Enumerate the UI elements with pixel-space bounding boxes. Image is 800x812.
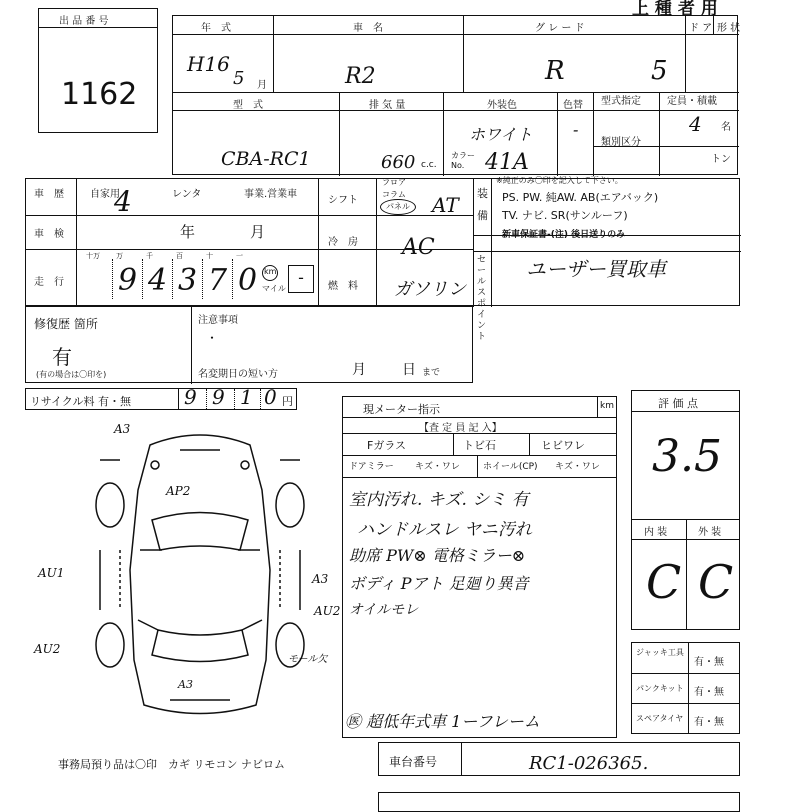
equipment-line2: TV. ナビ. SR(サンルーフ) [502,209,628,222]
expiry-month: 月 [352,362,366,378]
recycle-row [25,385,297,410]
shift-label: シフト [328,195,358,206]
inspection-note: オイルモレ [349,602,419,618]
repair-value: 有 [52,345,72,369]
inspection-year: 年 [180,223,196,241]
capacity-unit: 名 [721,122,731,133]
meter-unit: km [600,401,614,411]
paint-value: - [573,120,579,139]
lot-number-box [38,8,158,133]
chassis-row [378,742,740,776]
category-label: 類別区分 [601,137,641,148]
grade-label: グ レ ー ド [535,23,585,34]
exterior-value: C [698,555,734,609]
recycle-digit: 9 [184,385,197,409]
diagram-label: A3 [312,572,329,586]
meter-label: 現メーター指示 [363,403,440,416]
repair-note: (有の場合は〇印を) [36,370,107,379]
name-value: R2 [345,64,376,89]
recycle-digit: 1 [240,385,253,409]
name-label: 車 名 [353,23,383,34]
diagram-label: AP2 [166,484,191,498]
expiry-day: 日 [402,362,416,378]
expiry-suffix: まで [422,368,441,378]
displacement-unit: c.c. [421,160,437,170]
month-unit: 月 [257,80,267,91]
repair-label: 修復歴 箇所 [34,317,98,331]
rear-window [152,630,248,662]
shift-value: AT [432,193,459,217]
diagram-label: A3 [178,678,193,691]
doors-value: 5 [651,56,668,86]
inspection-note: ハンドルスレ ヤニ汚れ [357,520,532,540]
aircon-label: 冷 房 [328,237,358,248]
recycle-label: リサイクル料 有・無 [30,395,131,408]
model-label: 型 式 [233,100,263,111]
car-outline [130,435,270,714]
shift-option-floor: フロア [382,178,406,187]
vehicle-table [172,15,741,175]
chassis-label: 車台番号 [389,755,438,769]
mileage-units: 十万 万 千 百 十 一 [86,252,243,260]
lot-number-label: 出 品 番 号 [59,16,109,27]
equipment-line1: PS. PW. 純AW. AB(エアバック) [502,191,659,204]
displacement-value: 660 [381,152,416,173]
mileage-label: 走 行 [34,277,64,288]
displacement-label: 排 気 量 [369,100,406,111]
color-no-label: カラー No. [451,151,475,170]
history-label: 車 歴 [34,189,64,200]
wheel-rear-left [96,623,124,667]
history-option-rental: レンタ [172,189,202,200]
tons-unit: トン [711,154,731,165]
recycle-unit: 円 [282,395,293,408]
wheel-label: ホイール(CP) [483,462,538,472]
inspection-footer-note: ㊩ 超低年式車 1ーフレーム [345,712,540,731]
score-value: 3.5 [652,431,722,482]
inspection-label: 車 検 [34,229,64,240]
score-label: 評 価 点 [658,397,698,410]
sales-point-label: セールスポイント [477,255,487,342]
sales-point-value: ユーザー買取車 [526,257,666,281]
fuel-label: 燃 料 [328,281,358,292]
tool-label: ジャッキ工具 [636,648,684,657]
color-no-value: 41A [485,150,529,175]
mileage-digit: 7 [208,263,228,298]
equipment-note: ※純正のみ〇印を記入して下さい。 [496,176,623,185]
repair-table [25,306,473,383]
diagram-label: モール欠 [288,654,328,665]
chassis-value: RC1-026365. [529,753,649,774]
tool-value: 有・無 [694,717,724,728]
shift-option-panel: パネル [386,202,410,211]
owner-label: 上 種 者 用 [632,0,718,19]
mirror-value: キズ・ワレ [415,462,460,472]
history-handwritten: 4 [114,185,132,218]
glass-option-chip: トビ石 [463,439,496,452]
mileage-digit: 9 [118,263,138,298]
year-value: H16 [187,52,230,76]
equipment-line3: 新車保証書-(注) 後日送りのみ [502,230,626,240]
tool-label: スペアタイヤ [636,714,684,723]
model-value: CBA-RC1 [221,148,311,170]
caution-label: 注意事項 [198,315,238,326]
office-note: 事務局預り品は〇印 カギ リモコン ナビロム [58,758,285,771]
exterior-color-value: ホワイト [469,125,533,144]
score-box [631,390,740,630]
caution-dot: ・ [206,331,219,345]
mile-label: マイル [262,284,286,293]
tool-label: パンクキット [636,684,684,693]
tool-value: 有・無 [694,657,724,668]
year-label: 年 式 [201,23,231,34]
diagram-label: AU2 [34,642,61,656]
mileage-digit: 0 [238,263,258,298]
expiry-label: 名変期日の短い方 [198,369,278,380]
paint-label: 色替 [563,100,583,111]
interior-value: C [646,555,682,609]
windshield [152,513,248,551]
aircon-value: AC [402,235,435,260]
glass-option-crack: ヒビワレ [541,439,585,452]
recycle-digit: 0 [264,385,277,409]
glass-label: Fガラス [367,439,406,452]
diagram-label: A3 [114,422,131,436]
inspector-box [342,396,617,738]
wheel-front-right [276,483,304,527]
inspector-label: 【査 定 員 記 入】 [419,423,502,434]
equipment-side-label: 装備 [477,187,488,222]
interior-label: 内 装 [644,527,668,538]
wheel-value: キズ・ワレ [555,462,600,472]
month-value: 5 [233,68,245,89]
bottom-row [378,792,740,812]
fuel-value: ガソリン [394,279,466,300]
mirror-label: ドアミラー [349,462,394,472]
inspection-month: 月 [250,223,266,241]
model-designation-label: 型式指定 [601,96,641,107]
doors-label: ド ア [689,23,713,34]
history-option-business: 事業.営業車 [244,189,298,200]
grade-value: R [545,56,565,86]
recycle-digit: 9 [212,385,225,409]
mileage-digit: 4 [148,263,168,298]
shape-label: 形 状 [717,23,741,34]
inspection-note: 助席 PW⊗ 電格ミラー⊗ [349,546,526,565]
history-option-private: 自家用 [90,189,120,200]
wheel-front-left [96,483,124,527]
tools-box [631,642,740,734]
shift-option-column: コラム [382,190,406,199]
inspection-note: 室内汚れ. キズ. シミ 有 [349,490,529,510]
exterior-color-label: 外装色 [487,100,517,111]
mileage-dash-box: - [288,265,314,293]
capacity-value: 4 [689,112,702,136]
mileage-digit: 3 [178,263,198,298]
capacity-label: 定員・積載 [667,96,717,107]
diagram-label: AU2 [314,604,341,618]
car-diagram [80,420,320,730]
km-label: km [264,267,277,276]
inspection-note: ボディ Pアト 足廻り異音 [349,574,529,593]
tool-value: 有・無 [694,687,724,698]
exterior-label: 外 装 [698,527,722,538]
shift-circle [380,199,416,215]
lot-number: 1162 [61,77,138,112]
diagram-label: AU1 [38,566,65,580]
